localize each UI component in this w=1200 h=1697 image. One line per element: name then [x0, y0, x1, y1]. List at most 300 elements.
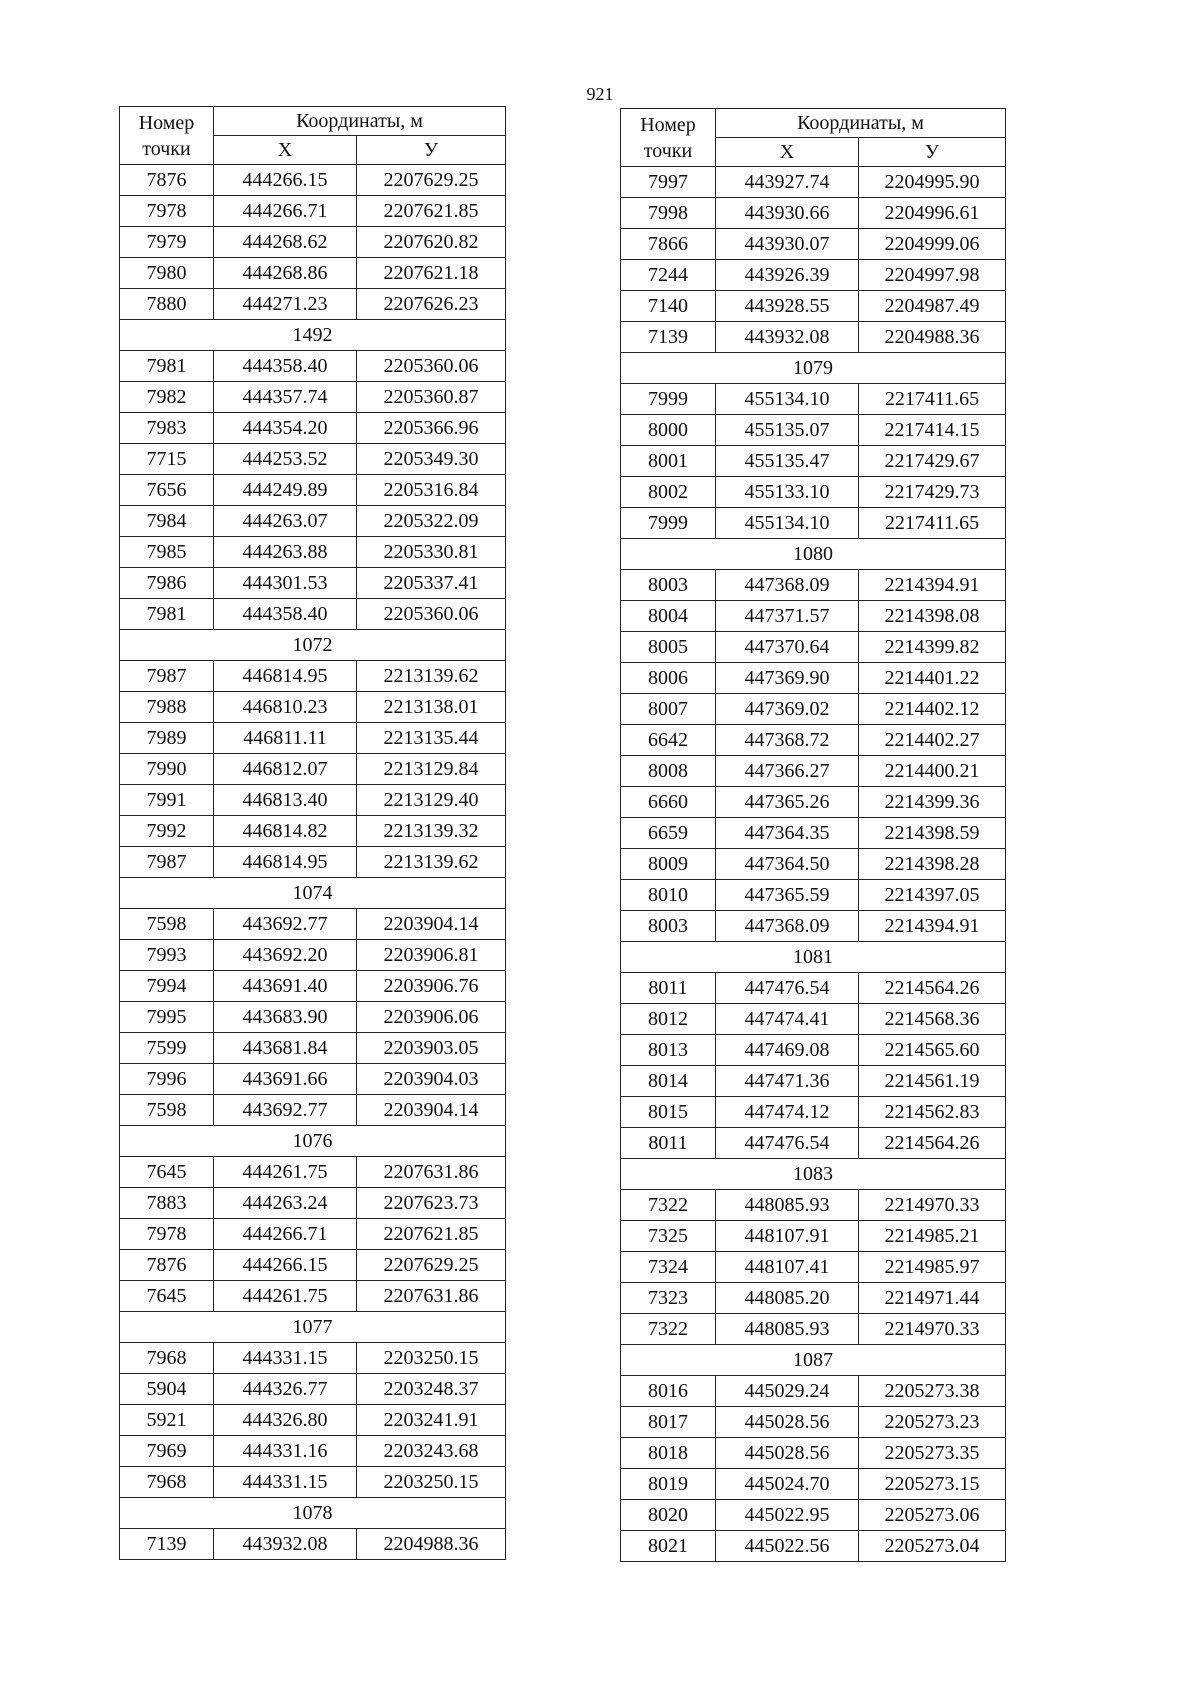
y-coordinate-cell: 2205273.15: [859, 1469, 1006, 1500]
y-coordinate-cell: 2213139.62: [357, 661, 506, 692]
x-coordinate-cell: 455133.10: [716, 477, 859, 508]
y-coordinate-cell: 2217414.15: [859, 415, 1006, 446]
point-number-header: Номер точки: [621, 109, 716, 167]
table-row: [621, 167, 1006, 198]
point-number-cell: 8013: [621, 1035, 716, 1066]
x-coordinate-cell: 448085.93: [716, 1314, 859, 1345]
table-row: [120, 661, 506, 692]
point-number-cell: 8003: [621, 911, 716, 942]
y-coordinate-cell: 2203904.03: [357, 1064, 506, 1095]
section-row: [621, 1345, 1006, 1376]
x-coordinate-cell: 444268.62: [214, 227, 357, 258]
table-row: [621, 632, 1006, 663]
section-row: [120, 878, 506, 909]
x-coordinate-cell: 444331.15: [214, 1467, 357, 1498]
x-coordinate-cell: 444263.88: [214, 537, 357, 568]
x-coordinate-cell: 447369.90: [716, 663, 859, 694]
table-row: [621, 198, 1006, 229]
y-coordinate-cell: 2205360.06: [357, 351, 506, 382]
point-number-cell: 7981: [120, 599, 214, 630]
x-coordinate-cell: 448107.41: [716, 1252, 859, 1283]
point-number-cell: 7995: [120, 1002, 214, 1033]
section-row: [621, 353, 1006, 384]
x-coordinate-cell: 447364.35: [716, 818, 859, 849]
point-number-cell: 7981: [120, 351, 214, 382]
table-row: [120, 1250, 506, 1281]
point-number-cell: 8019: [621, 1469, 716, 1500]
section-row: [621, 539, 1006, 570]
table-row: [120, 1343, 506, 1374]
x-coordinate-cell: 455135.47: [716, 446, 859, 477]
y-coordinate-cell: 2207620.82: [357, 227, 506, 258]
section-row: [621, 942, 1006, 973]
section-row: [120, 1312, 506, 1343]
table-row: [120, 568, 506, 599]
y-coordinate-cell: 2214985.21: [859, 1221, 1006, 1252]
point-number-cell: 8014: [621, 1066, 716, 1097]
x-coordinate-cell: 446812.07: [214, 754, 357, 785]
table-row: [120, 537, 506, 568]
point-number-cell: 7993: [120, 940, 214, 971]
y-coordinate-cell: 2205360.87: [357, 382, 506, 413]
y-coordinate-cell: 2207631.86: [357, 1157, 506, 1188]
point-number-cell: 7990: [120, 754, 214, 785]
point-number-cell: 7598: [120, 909, 214, 940]
table-row: [120, 971, 506, 1002]
x-coordinate-cell: 447469.08: [716, 1035, 859, 1066]
table-row: [621, 1376, 1006, 1407]
x-coordinate-cell: 444261.75: [214, 1281, 357, 1312]
table-row: [621, 694, 1006, 725]
point-number-cell: 8010: [621, 880, 716, 911]
table-row: [621, 322, 1006, 353]
x-coordinate-cell: 443927.74: [716, 167, 859, 198]
point-number-cell: 7645: [120, 1281, 214, 1312]
y-coordinate-cell: 2207621.85: [357, 1219, 506, 1250]
table-row: [120, 258, 506, 289]
x-coordinate-cell: 444331.16: [214, 1436, 357, 1467]
y-coordinate-cell: 2214399.36: [859, 787, 1006, 818]
table-row: [621, 1407, 1006, 1438]
point-number-cell: 7140: [621, 291, 716, 322]
point-number-cell: 7969: [120, 1436, 214, 1467]
x-coordinate-cell: 444357.74: [214, 382, 357, 413]
y-coordinate-cell: 2205316.84: [357, 475, 506, 506]
x-coordinate-cell: 448085.93: [716, 1190, 859, 1221]
y-coordinate-cell: 2217429.67: [859, 446, 1006, 477]
point-number-cell: 8000: [621, 415, 716, 446]
y-coordinate-cell: 2214565.60: [859, 1035, 1006, 1066]
point-number-cell: 7656: [120, 475, 214, 506]
section-number: 1083: [621, 1159, 1006, 1190]
table-row: [621, 725, 1006, 756]
x-coordinate-cell: 443930.07: [716, 229, 859, 260]
x-header: X: [214, 136, 357, 165]
y-coordinate-cell: 2203906.81: [357, 940, 506, 971]
point-number-cell: 7986: [120, 568, 214, 599]
x-coordinate-cell: 447368.09: [716, 911, 859, 942]
table-row: [621, 1438, 1006, 1469]
table-row: [120, 382, 506, 413]
y-coordinate-cell: 2207629.25: [357, 1250, 506, 1281]
x-coordinate-cell: 447366.27: [716, 756, 859, 787]
point-number-cell: 8008: [621, 756, 716, 787]
point-number-cell: 7866: [621, 229, 716, 260]
table-row: [120, 413, 506, 444]
y-coordinate-cell: 2217429.73: [859, 477, 1006, 508]
table-row: [120, 1157, 506, 1188]
point-number-cell: 5904: [120, 1374, 214, 1405]
table-row: [120, 1188, 506, 1219]
y-coordinate-cell: 2214970.33: [859, 1314, 1006, 1345]
x-coordinate-cell: 447474.41: [716, 1004, 859, 1035]
table-row: [621, 1500, 1006, 1531]
y-coordinate-cell: 2213129.40: [357, 785, 506, 816]
table-row: [120, 785, 506, 816]
table-row: [120, 1467, 506, 1498]
table-row: [621, 291, 1006, 322]
x-coordinate-cell: 444266.15: [214, 165, 357, 196]
point-number-cell: 7715: [120, 444, 214, 475]
section-number: 1077: [120, 1312, 506, 1343]
y-coordinate-cell: 2205322.09: [357, 506, 506, 537]
table-row: [120, 351, 506, 382]
x-coordinate-cell: 447368.09: [716, 570, 859, 601]
table-row: [120, 1405, 506, 1436]
y-header: У: [859, 138, 1006, 167]
table-row: [120, 165, 506, 196]
y-coordinate-cell: 2204997.98: [859, 260, 1006, 291]
point-number-cell: 7994: [120, 971, 214, 1002]
table-row: [621, 818, 1006, 849]
table-row: [120, 692, 506, 723]
point-number-cell: 7989: [120, 723, 214, 754]
point-number-cell: 7599: [120, 1033, 214, 1064]
point-number-cell: 7645: [120, 1157, 214, 1188]
x-coordinate-cell: 443928.55: [716, 291, 859, 322]
y-coordinate-cell: 2207626.23: [357, 289, 506, 320]
x-coordinate-cell: 444263.07: [214, 506, 357, 537]
point-number-cell: 7880: [120, 289, 214, 320]
table-row: [120, 1374, 506, 1405]
x-coordinate-cell: 444331.15: [214, 1343, 357, 1374]
y-coordinate-cell: 2204995.90: [859, 167, 1006, 198]
y-coordinate-cell: 2214562.83: [859, 1097, 1006, 1128]
x-coordinate-cell: 446810.23: [214, 692, 357, 723]
y-coordinate-cell: 2214399.82: [859, 632, 1006, 663]
y-coordinate-cell: 2205273.04: [859, 1531, 1006, 1562]
point-number-cell: 7325: [621, 1221, 716, 1252]
x-coordinate-cell: 443932.08: [214, 1529, 357, 1560]
point-number-cell: 7982: [120, 382, 214, 413]
point-number-cell: 8006: [621, 663, 716, 694]
x-coordinate-cell: 445029.24: [716, 1376, 859, 1407]
x-coordinate-cell: 444266.71: [214, 196, 357, 227]
table-row: [621, 1128, 1006, 1159]
y-coordinate-cell: 2214394.91: [859, 911, 1006, 942]
table-row: [120, 475, 506, 506]
point-number-cell: 7997: [621, 167, 716, 198]
y-coordinate-cell: 2205273.35: [859, 1438, 1006, 1469]
y-coordinate-cell: 2214985.97: [859, 1252, 1006, 1283]
x-coordinate-cell: 448085.20: [716, 1283, 859, 1314]
x-coordinate-cell: 447474.12: [716, 1097, 859, 1128]
table-row: [120, 847, 506, 878]
point-number-cell: 7876: [120, 165, 214, 196]
x-coordinate-cell: 446814.95: [214, 661, 357, 692]
y-coordinate-cell: 2203904.14: [357, 1095, 506, 1126]
x-coordinate-cell: 444358.40: [214, 599, 357, 630]
table-row: [120, 909, 506, 940]
coordinates-header: Координаты, м: [214, 107, 506, 136]
table-row: [621, 1004, 1006, 1035]
x-coordinate-cell: 444301.53: [214, 568, 357, 599]
x-coordinate-cell: 446814.95: [214, 847, 357, 878]
point-number-cell: 7978: [120, 1219, 214, 1250]
y-coordinate-cell: 2204999.06: [859, 229, 1006, 260]
section-number: 1078: [120, 1498, 506, 1529]
section-number: 1081: [621, 942, 1006, 973]
point-number-cell: 8018: [621, 1438, 716, 1469]
table-row: [120, 1033, 506, 1064]
point-number-cell: 8003: [621, 570, 716, 601]
point-number-cell: 7978: [120, 196, 214, 227]
point-number-cell: 7987: [120, 847, 214, 878]
point-number-cell: 7983: [120, 413, 214, 444]
x-coordinate-cell: 447369.02: [716, 694, 859, 725]
point-number-cell: 7968: [120, 1343, 214, 1374]
x-coordinate-cell: 446814.82: [214, 816, 357, 847]
y-coordinate-cell: 2214398.08: [859, 601, 1006, 632]
section-number: 1072: [120, 630, 506, 661]
point-number-cell: 6642: [621, 725, 716, 756]
x-coordinate-cell: 447365.26: [716, 787, 859, 818]
x-coordinate-cell: 444326.80: [214, 1405, 357, 1436]
point-number-cell: 8020: [621, 1500, 716, 1531]
y-coordinate-cell: 2205273.38: [859, 1376, 1006, 1407]
table-row: [621, 1097, 1006, 1128]
point-number-cell: 8011: [621, 973, 716, 1004]
table-row: [120, 816, 506, 847]
table-row: [621, 384, 1006, 415]
y-coordinate-cell: 2203243.68: [357, 1436, 506, 1467]
y-coordinate-cell: 2214402.27: [859, 725, 1006, 756]
y-coordinate-cell: 2204996.61: [859, 198, 1006, 229]
point-number-cell: 8016: [621, 1376, 716, 1407]
x-coordinate-cell: 443692.77: [214, 1095, 357, 1126]
y-coordinate-cell: 2214568.36: [859, 1004, 1006, 1035]
table-row: [621, 1531, 1006, 1562]
y-coordinate-cell: 2205360.06: [357, 599, 506, 630]
section-number: 1080: [621, 539, 1006, 570]
y-coordinate-cell: 2204988.36: [859, 322, 1006, 353]
table-row: [621, 508, 1006, 539]
y-coordinate-cell: 2203904.14: [357, 909, 506, 940]
y-coordinate-cell: 2205337.41: [357, 568, 506, 599]
table-row: [621, 601, 1006, 632]
point-number-cell: 8001: [621, 446, 716, 477]
point-number-cell: 7883: [120, 1188, 214, 1219]
y-coordinate-cell: 2214398.28: [859, 849, 1006, 880]
x-coordinate-cell: 443691.40: [214, 971, 357, 1002]
x-coordinate-cell: 447368.72: [716, 725, 859, 756]
y-coordinate-cell: 2213138.01: [357, 692, 506, 723]
y-coordinate-cell: 2214564.26: [859, 973, 1006, 1004]
point-number-cell: 7322: [621, 1190, 716, 1221]
x-coordinate-cell: 443683.90: [214, 1002, 357, 1033]
point-number-cell: 7988: [120, 692, 214, 723]
y-coordinate-cell: 2203906.76: [357, 971, 506, 1002]
table-row: [621, 973, 1006, 1004]
point-number-cell: 8021: [621, 1531, 716, 1562]
table-row: [120, 1095, 506, 1126]
y-coordinate-cell: 2205366.96: [357, 413, 506, 444]
point-number-cell: 8015: [621, 1097, 716, 1128]
y-coordinate-cell: 2205273.06: [859, 1500, 1006, 1531]
point-number-cell: 8017: [621, 1407, 716, 1438]
table-row: [621, 570, 1006, 601]
table-row: [120, 1436, 506, 1467]
section-row: [621, 1159, 1006, 1190]
y-coordinate-cell: 2207623.73: [357, 1188, 506, 1219]
x-coordinate-cell: 447476.54: [716, 1128, 859, 1159]
table-row: [120, 1219, 506, 1250]
y-coordinate-cell: 2204988.36: [357, 1529, 506, 1560]
x-coordinate-cell: 445022.95: [716, 1500, 859, 1531]
table-row: [621, 446, 1006, 477]
table-row: [621, 1252, 1006, 1283]
y-coordinate-cell: 2214971.44: [859, 1283, 1006, 1314]
table-row: [120, 444, 506, 475]
point-number-cell: 7987: [120, 661, 214, 692]
y-coordinate-cell: 2213129.84: [357, 754, 506, 785]
y-coordinate-cell: 2213139.32: [357, 816, 506, 847]
table-row: [120, 940, 506, 971]
table-row: [120, 1002, 506, 1033]
x-coordinate-cell: 455134.10: [716, 384, 859, 415]
y-coordinate-cell: 2214561.19: [859, 1066, 1006, 1097]
y-coordinate-cell: 2207631.86: [357, 1281, 506, 1312]
point-number-cell: 7996: [120, 1064, 214, 1095]
y-coordinate-cell: 2213139.62: [357, 847, 506, 878]
point-number-cell: 7998: [621, 198, 716, 229]
y-coordinate-cell: 2204987.49: [859, 291, 1006, 322]
table-row: [621, 911, 1006, 942]
table-row: [120, 289, 506, 320]
point-number-cell: 7991: [120, 785, 214, 816]
x-coordinate-cell: 443932.08: [716, 322, 859, 353]
y-coordinate-cell: 2205330.81: [357, 537, 506, 568]
x-coordinate-cell: 455134.10: [716, 508, 859, 539]
table-row: [621, 477, 1006, 508]
x-coordinate-cell: 444253.52: [214, 444, 357, 475]
y-coordinate-cell: 2214564.26: [859, 1128, 1006, 1159]
table-row: [120, 754, 506, 785]
header-row: [621, 109, 1006, 138]
y-coordinate-cell: 2214970.33: [859, 1190, 1006, 1221]
x-coordinate-cell: 444326.77: [214, 1374, 357, 1405]
table-row: [621, 260, 1006, 291]
x-coordinate-cell: 443691.66: [214, 1064, 357, 1095]
point-number-cell: 8005: [621, 632, 716, 663]
x-coordinate-cell: 445028.56: [716, 1407, 859, 1438]
point-number-cell: 7992: [120, 816, 214, 847]
y-coordinate-cell: 2207621.85: [357, 196, 506, 227]
x-coordinate-cell: 444249.89: [214, 475, 357, 506]
table-row: [621, 787, 1006, 818]
point-number-cell: 7984: [120, 506, 214, 537]
section-row: [120, 630, 506, 661]
y-coordinate-cell: 2214398.59: [859, 818, 1006, 849]
y-coordinate-cell: 2203250.15: [357, 1467, 506, 1498]
y-coordinate-cell: 2217411.65: [859, 384, 1006, 415]
point-number-header: Номер точки: [120, 107, 214, 165]
table-row: [120, 196, 506, 227]
x-header: X: [716, 138, 859, 167]
point-number-cell: 7999: [621, 508, 716, 539]
table-row: [621, 849, 1006, 880]
table-row: [120, 723, 506, 754]
table-row: [621, 1469, 1006, 1500]
x-coordinate-cell: 447476.54: [716, 973, 859, 1004]
x-coordinate-cell: 444358.40: [214, 351, 357, 382]
x-coordinate-cell: 445022.56: [716, 1531, 859, 1562]
point-number-cell: 7322: [621, 1314, 716, 1345]
x-coordinate-cell: 446813.40: [214, 785, 357, 816]
section-row: [120, 1498, 506, 1529]
point-number-cell: 7979: [120, 227, 214, 258]
y-coordinate-cell: 2214397.05: [859, 880, 1006, 911]
section-row: [120, 1126, 506, 1157]
x-coordinate-cell: 448107.91: [716, 1221, 859, 1252]
page-number: 921: [586, 84, 614, 104]
y-coordinate-cell: 2207629.25: [357, 165, 506, 196]
y-coordinate-cell: 2205273.23: [859, 1407, 1006, 1438]
point-number-cell: 8004: [621, 601, 716, 632]
section-number: 1074: [120, 878, 506, 909]
x-coordinate-cell: 444266.15: [214, 1250, 357, 1281]
x-coordinate-cell: 446811.11: [214, 723, 357, 754]
x-coordinate-cell: 455135.07: [716, 415, 859, 446]
x-coordinate-cell: 447371.57: [716, 601, 859, 632]
point-number-cell: 7985: [120, 537, 214, 568]
x-coordinate-cell: 443930.66: [716, 198, 859, 229]
point-number-cell: 7980: [120, 258, 214, 289]
y-coordinate-cell: 2217411.65: [859, 508, 1006, 539]
point-number-cell: 8002: [621, 477, 716, 508]
y-coordinate-cell: 2205349.30: [357, 444, 506, 475]
section-number: 1492: [120, 320, 506, 351]
table-row: [120, 1281, 506, 1312]
point-number-cell: 6659: [621, 818, 716, 849]
table-row: [120, 1064, 506, 1095]
point-number-cell: 7999: [621, 384, 716, 415]
point-number-cell: 7968: [120, 1467, 214, 1498]
table-row: [621, 415, 1006, 446]
y-coordinate-cell: 2207621.18: [357, 258, 506, 289]
x-coordinate-cell: 443692.20: [214, 940, 357, 971]
table-row: [621, 1190, 1006, 1221]
point-number-cell: 7598: [120, 1095, 214, 1126]
point-number-cell: 5921: [120, 1405, 214, 1436]
x-coordinate-cell: 444354.20: [214, 413, 357, 444]
table-row: [621, 1314, 1006, 1345]
table-row: [621, 229, 1006, 260]
y-coordinate-cell: 2213135.44: [357, 723, 506, 754]
coordinates-table-left: [119, 106, 506, 1560]
header-row: [120, 107, 506, 136]
x-coordinate-cell: 444266.71: [214, 1219, 357, 1250]
